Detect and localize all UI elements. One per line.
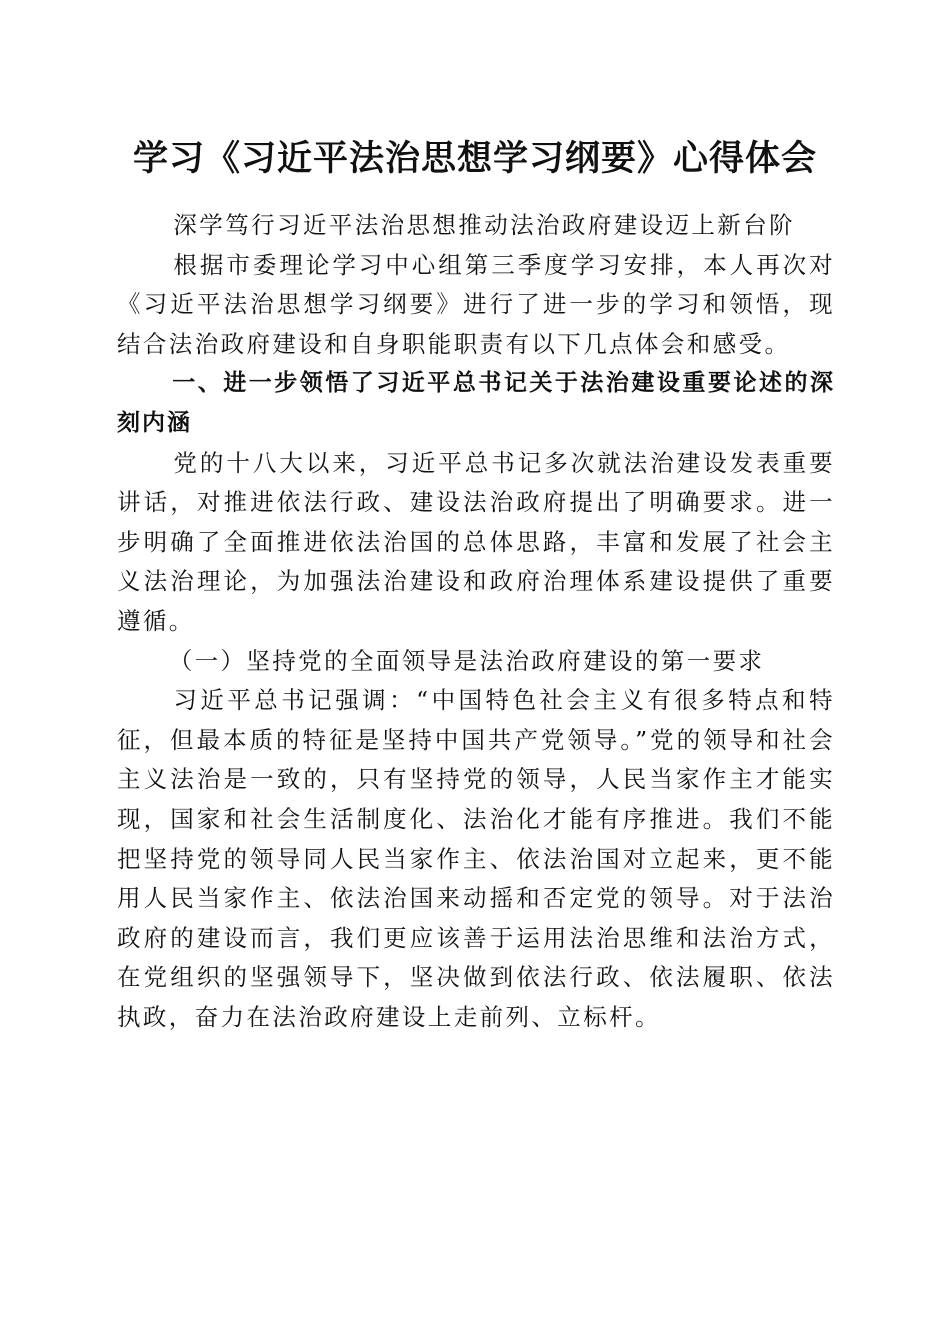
document-title: 学习《习近平法治思想学习纲要》心得体会 [132,138,817,179]
section-paragraph: 党的十八大以来，习近平总书记多次就法治建设发表重要讲话，对推进依法行政、建设法治政府提出了明确要求。进一步明确了全面推进依法治国的总体思路，丰富和发展了社会主义法治理论，为加强法治建设和政府治理体系建设提供了重要遵循。 [117,448,835,635]
intro-paragraph: 根据市委理论学习中心组第三季度学习安排，本人再次对《习近平法治思想学习纲要》进行了进一步的学习和领悟，现结合法治政府建设和自身职能职责有以下几点体会和感受。 [117,250,835,358]
document-subtitle: 深学笃行习近平法治思想推动法治政府建设迈上新台阶 [173,211,795,239]
subsection-heading: （一）坚持党的全面领导是法治政府建设的第一要求 [168,646,765,675]
subsection-paragraph: 习近平总书记强调：“中国特色社会主义有很多特点和特征，但最本质的特征是坚持中国共产党领导。”党的领导和社会主义法治是一致的，只有坚持党的领导，人民当家作主才能实现，国家和社会生活制度化、法治化才能有序推进。我们不能把坚持党的领导同人民当家作主、依法治国对立起来，更不能用人民当家作主、依法治国来动摇和否定党的领导。对于法治政府的建设而言，我们更应该善于运用法治思维和法治方式，在党组织的坚强领导下，坚决做到依法行政、依法履职、依法执政，奋力在法治政府建设上走前列、立标杆。 [117,686,835,1031]
document-body [117,206,835,1037]
section-heading: 一、进一步领悟了习近平总书记关于法治建设重要论述的深刻内涵 [117,370,835,436]
